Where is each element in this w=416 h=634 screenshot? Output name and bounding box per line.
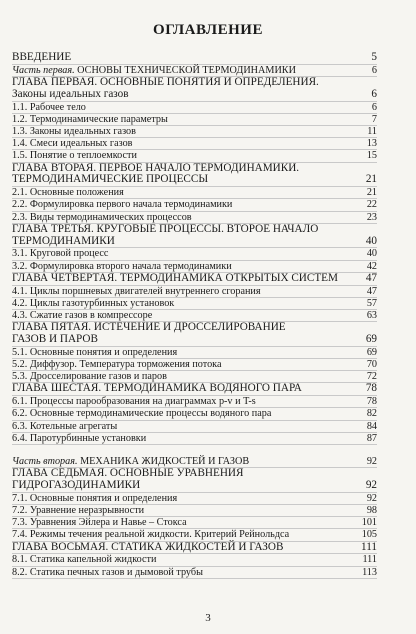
toc-title: ГЛАВА ЧЕТВЕРТАЯ. ТЕРМОДИНАМИКА ОТКРЫТЫХ СИСТЕМ <box>12 271 338 284</box>
toc-page-number: 69 <box>366 346 377 358</box>
toc-page-number: 84 <box>366 420 377 432</box>
toc-title: 5.1. Основные понятия и определения <box>12 346 178 358</box>
toc-title: ГЛАВА ВОСЬМАЯ. СТАТИКА ЖИДКОСТЕЙ И ГАЗОВ <box>12 540 284 553</box>
toc-title: 8.1. Статика капельной жидкости <box>12 554 157 566</box>
toc-title: 7.2. Уравнение неразрывности <box>12 505 145 517</box>
toc-chapter[interactable] <box>12 480 377 493</box>
toc-title: ОСНОВЫ ТЕХНИЧЕСКОЙ ТЕРМОДИНАМИКИ <box>77 64 296 76</box>
toc-page-number: 22 <box>366 199 377 211</box>
toc-item[interactable] <box>12 126 377 138</box>
toc-page-number: 78 <box>366 396 377 408</box>
toc-title: 1.4. Смеси идеальных газов <box>12 138 133 150</box>
toc-title: 3.2. Формулировка второго начала термодинамики <box>12 260 232 272</box>
toc-page-number: 82 <box>366 408 377 420</box>
toc-page-number: 70 <box>366 359 377 371</box>
toc-item[interactable] <box>12 408 377 420</box>
toc-title: 2.1. Основные положения <box>12 187 124 199</box>
toc-page-number: 92 <box>366 492 377 504</box>
toc-page-number: 105 <box>361 529 377 541</box>
toc-title: ТЕРМОДИНАМИЧЕСКИЕ ПРОЦЕССЫ <box>12 173 209 186</box>
toc-title: 1.2. Термодинамические параметры <box>12 113 168 125</box>
toc-title: 3.1. Круговой процесс <box>12 248 109 260</box>
toc-page-number: 21 <box>366 187 377 199</box>
toc-title: 5.3. Дросселирование газов и паров <box>12 371 167 383</box>
toc-title: ГЛАВА ВТОРАЯ. ПЕРВОЕ НАЧАЛО ТЕРМОДИНАМИКИ. <box>12 161 300 174</box>
toc-page-number: 5 <box>371 51 377 63</box>
toc-page-number: 11 <box>367 126 377 137</box>
toc-page-number: 21 <box>365 173 377 186</box>
toc-page-number: 6 <box>371 64 377 76</box>
toc-title: 4.3. Сжатие газов в компрессоре <box>12 310 153 322</box>
toc-page-number: 87 <box>366 432 377 444</box>
toc-title: МЕХАНИКА ЖИДКОСТЕЙ И ГАЗОВ <box>80 456 250 468</box>
toc-page-number: 15 <box>366 150 377 162</box>
toc-item[interactable] <box>12 102 377 114</box>
toc-page-number: 40 <box>366 248 377 260</box>
toc-chapter[interactable] <box>12 236 377 249</box>
toc-item[interactable] <box>12 567 377 579</box>
toc-page-number: 78 <box>365 382 377 395</box>
toc-title: 2.2. Формулировка первого начала термодинамики <box>12 199 233 211</box>
toc-page-number: 63 <box>366 310 377 322</box>
toc-page-number: 111 <box>361 540 377 553</box>
toc-item[interactable] <box>12 187 377 199</box>
toc-page-number: 72 <box>366 371 377 383</box>
table-of-contents <box>12 52 377 579</box>
toc-title: 2.3. Виды термодинамических процессов <box>12 211 192 223</box>
toc-title: 7.1. Основные понятия и определения <box>12 492 178 504</box>
toc-title: ГАЗОВ И ПАРОВ <box>12 333 98 346</box>
section-gap <box>12 445 377 456</box>
toc-item[interactable] <box>12 199 377 211</box>
toc-title: 4.2. Циклы газотурбинных установок <box>12 297 175 309</box>
toc-chapter[interactable] <box>12 542 377 555</box>
page-number: 3 <box>205 612 211 624</box>
toc-title: ГЛАВА ТРЕТЬЯ. КРУГОВЫЕ ПРОЦЕССЫ. ВТОРОЕ НАЧАЛО <box>12 222 319 235</box>
toc-title: 1.3. Законы идеальных газов <box>12 126 136 137</box>
toc-item[interactable] <box>12 554 377 566</box>
toc-chapter[interactable] <box>12 174 377 187</box>
toc-chapter[interactable] <box>12 273 377 286</box>
toc-title: 6.1. Процессы парообразования на диаграммах p-v и T-s <box>12 396 256 408</box>
toc-item[interactable] <box>12 359 377 371</box>
toc-item[interactable] <box>12 248 377 260</box>
toc-page-number: 47 <box>365 271 377 284</box>
toc-title: ТЕРМОДИНАМИКИ <box>12 234 115 247</box>
toc-page-number: 40 <box>365 234 377 247</box>
toc-item[interactable] <box>12 286 377 298</box>
toc-page-number: 7 <box>371 113 377 125</box>
toc-title: 6.2. Основные термодинамические процессы водяного пара <box>12 408 272 420</box>
toc-page-number: 111 <box>362 554 377 566</box>
toc-title: 8.2. Статика печных газов и дымовой трубы <box>12 566 203 578</box>
toc-item[interactable] <box>12 493 377 505</box>
toc-title: Законы идеальных газов <box>12 87 129 100</box>
toc-title: 6.4. Паротурбинные установки <box>12 432 147 444</box>
toc-item[interactable] <box>12 114 377 126</box>
toc-page-number: 98 <box>366 505 377 517</box>
toc-page-number: 23 <box>366 211 377 223</box>
toc-item[interactable] <box>12 138 377 150</box>
toc-page-number: 57 <box>366 297 377 309</box>
toc-chapter[interactable] <box>12 52 377 65</box>
toc-page-number: 42 <box>366 260 377 272</box>
toc-title: 1.1. Рабочее тело <box>12 101 86 113</box>
toc-title: 7.3. Уравнения Эйлера и Навье – Стокса <box>12 517 187 529</box>
toc-item[interactable] <box>12 517 377 529</box>
toc-page-number: 101 <box>361 517 377 529</box>
toc-item[interactable] <box>12 396 377 408</box>
toc-title: ГЛАВА ПЕРВАЯ. ОСНОВНЫЕ ПОНЯТИЯ И ОПРЕДЕЛЕНИЯ. <box>12 76 319 88</box>
toc-item[interactable] <box>12 298 377 310</box>
toc-page-number: 69 <box>365 333 377 346</box>
toc-heading: ОГЛАВЛЕНИЕ <box>153 22 263 38</box>
toc-page-number: 92 <box>366 456 377 468</box>
toc-item[interactable] <box>12 347 377 359</box>
toc-page-number: 92 <box>365 479 377 492</box>
toc-page-number: 6 <box>371 101 377 113</box>
toc-item[interactable] <box>12 421 377 433</box>
part-prefix: Часть первая. <box>12 64 75 76</box>
toc-chapter[interactable] <box>12 89 377 102</box>
toc-title: ГЛАВА ПЯТАЯ. ИСТЕЧЕНИЕ И ДРОССЕЛИРОВАНИЕ <box>12 321 286 334</box>
toc-title: 5.2. Диффузор. Температура торможения потока <box>12 359 222 371</box>
toc-title: 7.4. Режимы течения реальной жидкости. Критерий Рейнольдса <box>12 529 290 541</box>
toc-page-number: 47 <box>366 285 377 297</box>
toc-title: 6.3. Котельные агрегаты <box>12 420 118 432</box>
toc-title: ГЛАВА ШЕСТАЯ. ТЕРМОДИНАМИКА ВОДЯНОГО ПАРА <box>12 382 302 395</box>
toc-title: ГЛАВА СЕДЬМАЯ. ОСНОВНЫЕ УРАВНЕНИЯ <box>12 467 244 480</box>
part-prefix: Часть вторая. <box>12 456 78 468</box>
toc-title: 1.5. Понятие о теплоемкости <box>12 150 137 162</box>
toc-chapter[interactable] <box>12 383 377 396</box>
toc-chapter[interactable] <box>12 334 377 347</box>
toc-item[interactable] <box>12 505 377 517</box>
toc-title: ГИДРОГАЗОДИНАМИКИ <box>12 479 141 492</box>
toc-title: ВВЕДЕНИЕ <box>12 51 72 63</box>
toc-page-number: 6 <box>371 87 377 100</box>
toc-title: 4.1. Циклы поршневых двигателей внутреннего сгорания <box>12 285 261 297</box>
toc-page-number: 13 <box>366 138 377 150</box>
toc-page-number: 113 <box>362 566 377 578</box>
toc-item[interactable] <box>12 433 377 445</box>
